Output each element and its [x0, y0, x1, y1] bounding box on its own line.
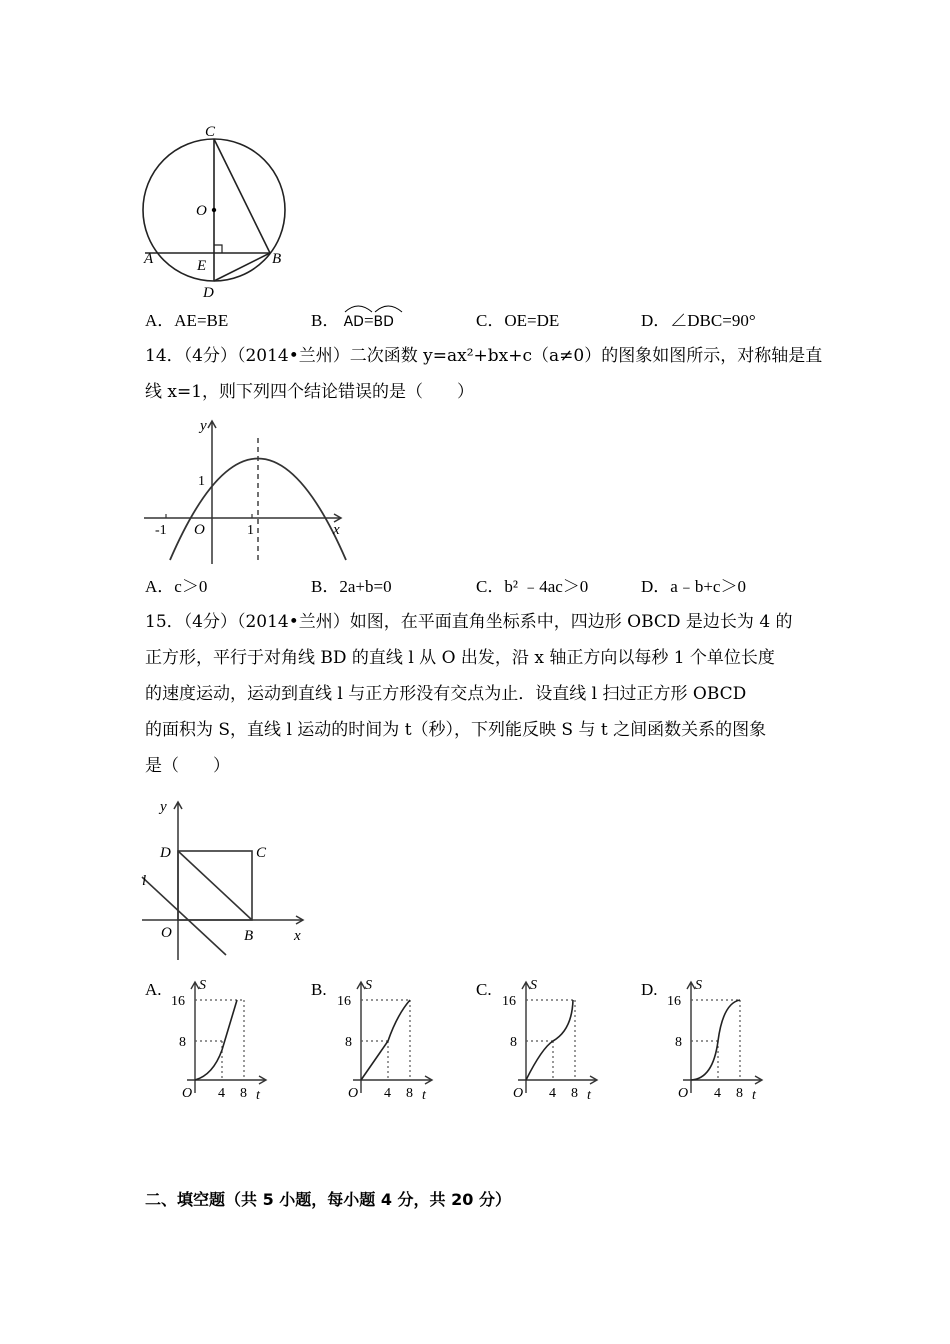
q15-graph-c	[476, 975, 606, 1110]
option-letter: D．	[641, 311, 671, 330]
q13-option-d	[641, 311, 756, 331]
label-O: O	[196, 203, 207, 219]
q15-question	[145, 604, 815, 784]
segment-CB	[214, 139, 270, 253]
graph-letter: C.	[476, 980, 492, 999]
option-text: c＞0	[174, 577, 208, 596]
q15-line-4: 的面积为 S，直线 l 运动的时间为 t（秒），下列能反映 S 与 t 之间函数关系的图象	[145, 720, 767, 740]
label-t: t	[752, 1088, 756, 1103]
label-S: S	[530, 978, 537, 993]
label-B: B	[244, 928, 254, 944]
q15-line-2: 正方形，平行于对角线 BD 的直线 l 从 O 出发，沿 x 轴正方向以每秒 1 个单位长度	[145, 648, 775, 668]
label-t8: 8	[571, 1086, 578, 1101]
label-8: 8	[179, 1035, 186, 1050]
label-t4: 4	[549, 1086, 556, 1101]
option-text: OE=DE	[504, 311, 560, 330]
arc-BD: BD	[374, 311, 394, 332]
q13-option-b	[311, 311, 394, 332]
label-t8: 8	[406, 1086, 413, 1101]
q15-line-1: 15．（4分）（2014•兰州）如图，在平面直角坐标系中，四边形 OBCD 是边长为 4 的	[145, 612, 793, 632]
option-letter: C．	[476, 577, 505, 596]
q13-option-a	[145, 311, 228, 331]
label-t: t	[256, 1088, 260, 1103]
option-letter: D．	[641, 577, 671, 596]
q14-option-a	[145, 577, 207, 597]
option-letter: B．	[311, 577, 340, 596]
label-t: t	[587, 1088, 591, 1103]
label-x-1: 1	[247, 523, 254, 538]
q14-line-1: 14．（4分）（2014•兰州）二次函数 y=ax²+bx+c（a≠0）的图象如图所示，对称轴是直	[145, 346, 823, 366]
area-curve	[361, 1000, 410, 1080]
label-t8: 8	[240, 1086, 247, 1101]
option-letter: A．	[145, 311, 175, 330]
q14-question	[145, 338, 823, 410]
label-D: D	[203, 285, 214, 301]
q15-line-3: 的速度运动，运动到直线 l 与正方形没有交点为止．设直线 l 扫过正方形 OBCD	[145, 684, 747, 704]
q15-graph-d	[641, 975, 771, 1110]
option-text: a﹣b+c＞0	[670, 577, 746, 596]
q14-line-2: 线 x=1，则下列四个结论错误的是（ ）	[145, 382, 475, 402]
label-8: 8	[675, 1035, 682, 1050]
graph-letter: D.	[641, 980, 658, 999]
option-text: b² ﹣4ac＞0	[504, 577, 589, 596]
q15-graph-a	[145, 975, 275, 1110]
graph-svg	[661, 975, 771, 1105]
label-C: C	[205, 124, 216, 140]
area-curve	[526, 1000, 573, 1080]
label-t4: 4	[384, 1086, 391, 1101]
graph-svg	[165, 975, 275, 1105]
q13-option-c	[476, 311, 559, 331]
label-D: D	[160, 845, 171, 861]
q14-option-b	[311, 577, 392, 597]
q15-graph-b	[311, 975, 441, 1110]
label-origin: O	[182, 1086, 193, 1101]
option-letter: C．	[476, 311, 505, 330]
label-x: x	[333, 522, 340, 538]
label-y: y	[160, 799, 167, 815]
label-y-1: 1	[198, 474, 205, 489]
right-angle-mark	[214, 245, 222, 253]
label-16: 16	[171, 994, 185, 1009]
label-16: 16	[667, 994, 681, 1009]
segment-DB	[214, 253, 270, 281]
label-16: 16	[337, 994, 351, 1009]
q14-option-c	[476, 577, 588, 597]
label-origin: O	[348, 1086, 359, 1101]
label-O: O	[161, 925, 172, 941]
q13-circle-figure	[135, 120, 295, 305]
center-point	[212, 208, 216, 212]
option-letter: A．	[145, 577, 175, 596]
label-C: C	[256, 845, 267, 861]
label-l: l	[142, 873, 147, 889]
label-16: 16	[502, 994, 516, 1009]
graph-letter: B.	[311, 980, 327, 999]
q15-line-5: 是（ ）	[145, 756, 230, 776]
line-l	[142, 877, 226, 955]
area-curve	[195, 1000, 237, 1080]
equals: =	[363, 311, 374, 330]
label-x: x	[294, 928, 301, 944]
label-y: y	[200, 418, 207, 434]
label-origin: O	[194, 522, 205, 538]
graph-svg	[331, 975, 441, 1105]
arc-AD: AD	[344, 311, 364, 332]
option-text: ∠DBC=90°	[670, 311, 756, 330]
graph-svg	[496, 975, 606, 1105]
label-t: t	[422, 1088, 426, 1103]
parabola	[170, 459, 346, 561]
label-origin: O	[513, 1086, 524, 1101]
label-8: 8	[510, 1035, 517, 1050]
option-letter: B．	[311, 311, 340, 330]
section-2-heading: 二、填空题（共 5 小题，每小题 4 分，共 20 分）	[145, 1190, 511, 1209]
diagonal-BD	[178, 851, 252, 920]
label-t4: 4	[218, 1086, 225, 1101]
label-S: S	[695, 978, 702, 993]
label-8: 8	[345, 1035, 352, 1050]
q14-parabola-figure	[140, 412, 360, 567]
option-text: 2a+b=0	[339, 577, 392, 596]
label-t8: 8	[736, 1086, 743, 1101]
label-A: A	[144, 251, 154, 267]
label-S: S	[365, 978, 372, 993]
label-neg-1: -1	[155, 523, 167, 538]
label-origin: O	[678, 1086, 689, 1101]
label-S: S	[199, 978, 206, 993]
label-B: B	[272, 251, 282, 267]
graph-letter: A.	[145, 980, 162, 999]
q14-option-d	[641, 577, 746, 597]
label-E: E	[197, 258, 207, 274]
q15-square-figure	[138, 795, 313, 965]
area-curve	[691, 1000, 740, 1080]
option-text: AE=BE	[174, 311, 229, 330]
label-t4: 4	[714, 1086, 721, 1101]
